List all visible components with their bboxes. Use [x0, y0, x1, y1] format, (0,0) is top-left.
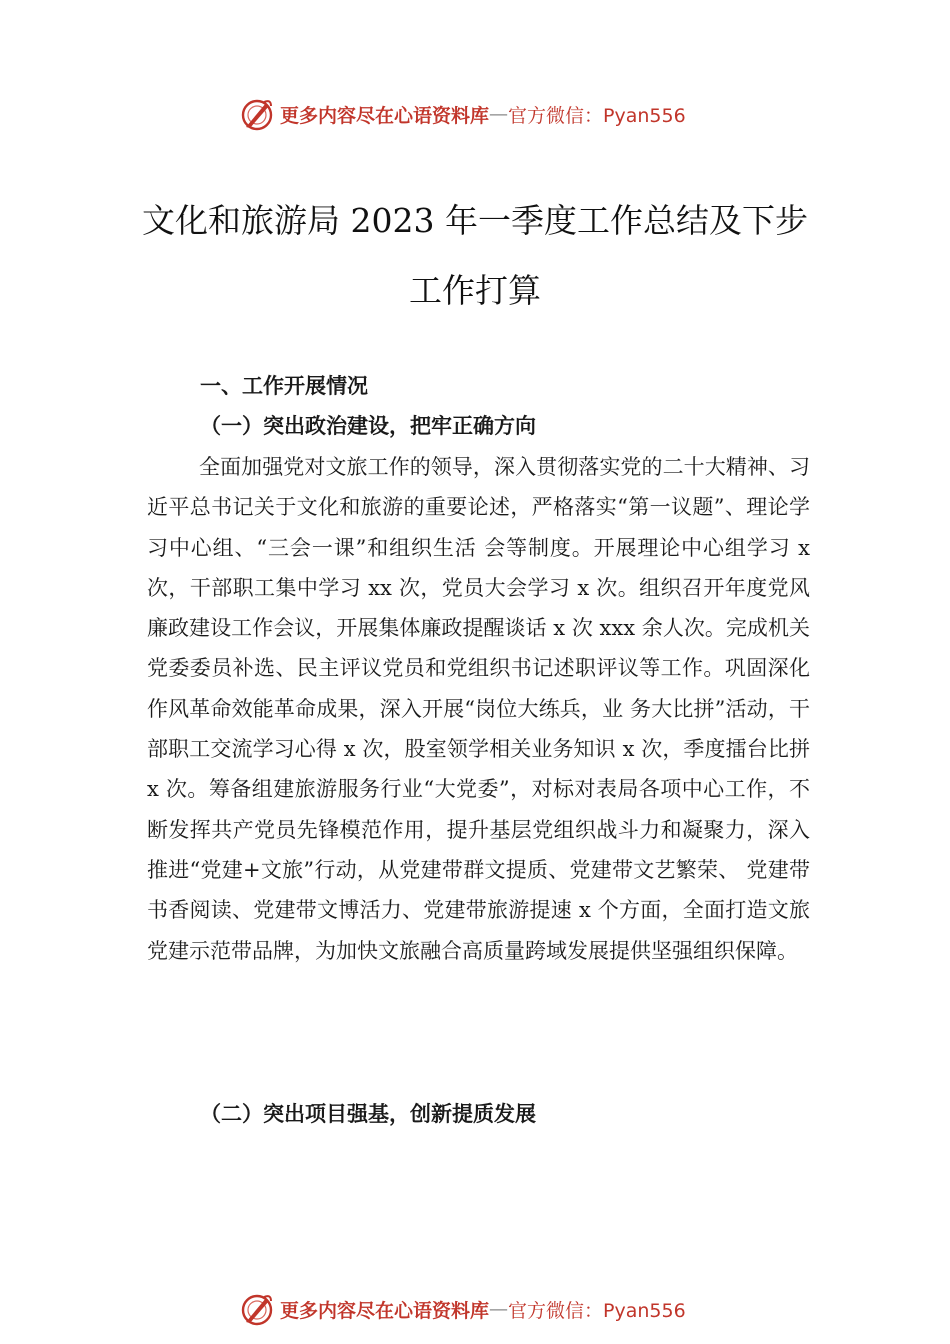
- watermark-contact-text: 官方微信：Pyan556: [508, 104, 686, 127]
- document-title: 文化和旅游局 2023 年一季度工作总结及下步工作打算: [142, 201, 808, 310]
- watermark-separator: —: [489, 1298, 509, 1320]
- subsection-heading-project-foundation: （二）突出项目强基，创新提质发展: [200, 1101, 536, 1126]
- body-paragraph-political-building: 全面加强党对文旅工作的领导，深入贯彻落实党的二十大精神、习近平总书记关于文化和旅游的重要论述，严格落实“第一议题”、理论学习中心组、“三会一课”和组织生活 会等制度。开展理论中心组学习 x 次，干部职工集中学习 xx 次，党员大会学习 x 次。组织召开年度党风廉政建设工作会议，开展集体廉政提醒谈话 x 次 xxx 余人次。完成机关党委委员补选、民主评议党员和党组织书记述职评议等工作。巩固深化作风革命效能革命成果，深入开展“岗位大练兵，业 务大比拼”活动，干部职工交流学习心得 x 次，股室领学相关业务知识 x 次，季度擂台比拼 x 次。筹备组建旅游服务行业“大党委”，对标对表局各项中心工作，不断发挥共产党员先锋模范作用，提升基层党组织战斗力和凝聚力，深入推进“党建+文旅”行动，从党建带群文提质、党建带文艺繁荣、 党建带书香阅读、党建带文博活力、党建带旅游提速 x 个方面，全面打造文旅党建示范带品牌，为加快文旅融合高质量跨域发展提供坚强组织保障。: [147, 455, 810, 963]
- subsection-heading-political-building: （一）突出政治建设，把牢正确方向: [200, 413, 536, 438]
- section-heading-work-progress: 一、工作开展情况: [200, 374, 368, 398]
- watermark-contact-text: 官方微信：Pyan556: [508, 1299, 686, 1322]
- watermark-separator: —: [489, 103, 509, 125]
- watermark-brand-text: 更多内容尽在心语资料库: [280, 104, 490, 127]
- watermark-brand-text: 更多内容尽在心语资料库: [280, 1299, 490, 1322]
- watermark-banner-bottom: [240, 1289, 686, 1329]
- quill-pen-seal-icon: [240, 97, 274, 131]
- watermark-banner-top: [240, 94, 686, 134]
- quill-pen-seal-icon: [240, 1292, 274, 1326]
